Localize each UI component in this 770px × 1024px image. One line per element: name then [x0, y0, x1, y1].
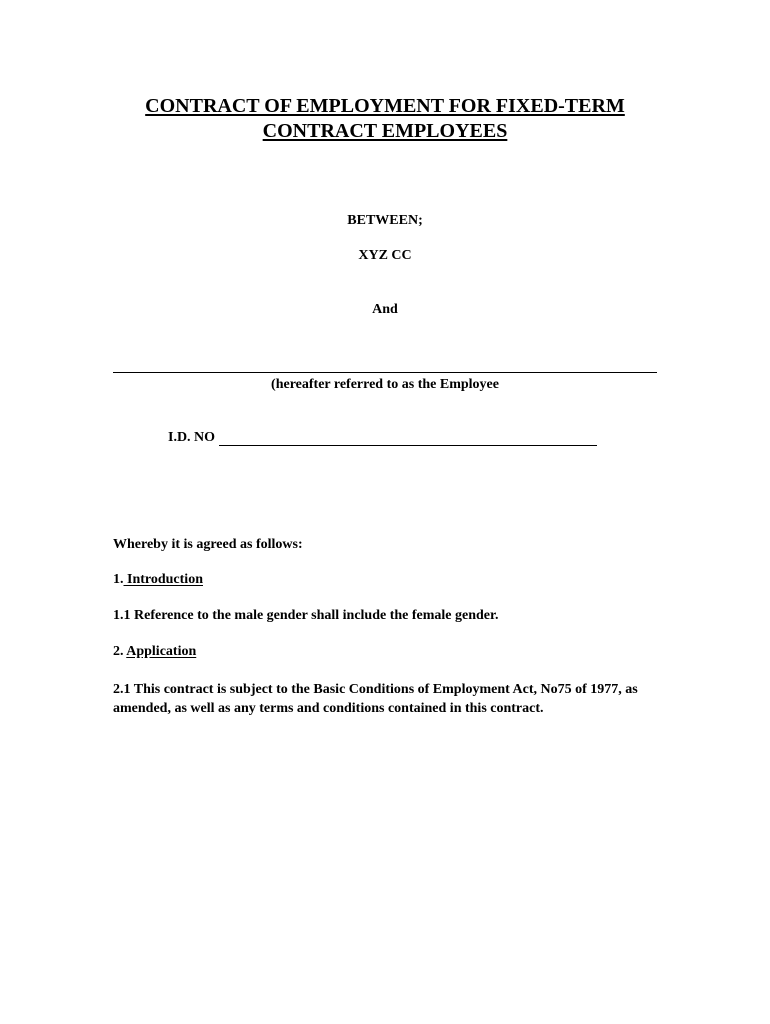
document-title [0, 94, 770, 144]
section-2-title: Application [126, 644, 197, 659]
and-label: And [372, 302, 398, 317]
section-1-heading [113, 572, 203, 588]
employee-reference-note: (hereafter referred to as the Employee [271, 377, 499, 392]
title-line-1: CONTRACT OF EMPLOYMENT FOR FIXED-TERM [145, 95, 625, 117]
title-line-2: CONTRACT EMPLOYEES [262, 120, 508, 142]
section-1-number: 1. [113, 572, 124, 587]
section-1-title: Introduction [123, 572, 203, 587]
id-number-line [219, 432, 597, 446]
clause-2-1: 2.1 This contract is subject to the Basic Conditions of Employment Act, No75 of 1977, as amended, as well as any terms and conditions contained in this contract. [113, 682, 638, 716]
between-label: BETWEEN; [347, 213, 423, 228]
employee-name-line [113, 372, 657, 373]
id-number-row [168, 430, 597, 446]
clause-1-1: 1.1 Reference to the male gender shall include the female gender. [113, 608, 499, 623]
id-label: I.D. NO [168, 430, 216, 445]
section-2-number: 2. [113, 644, 127, 659]
party-employer: XYZ CC [358, 248, 412, 263]
agreement-intro: Whereby it is agreed as follows: [113, 537, 303, 552]
section-2-heading [113, 644, 196, 660]
